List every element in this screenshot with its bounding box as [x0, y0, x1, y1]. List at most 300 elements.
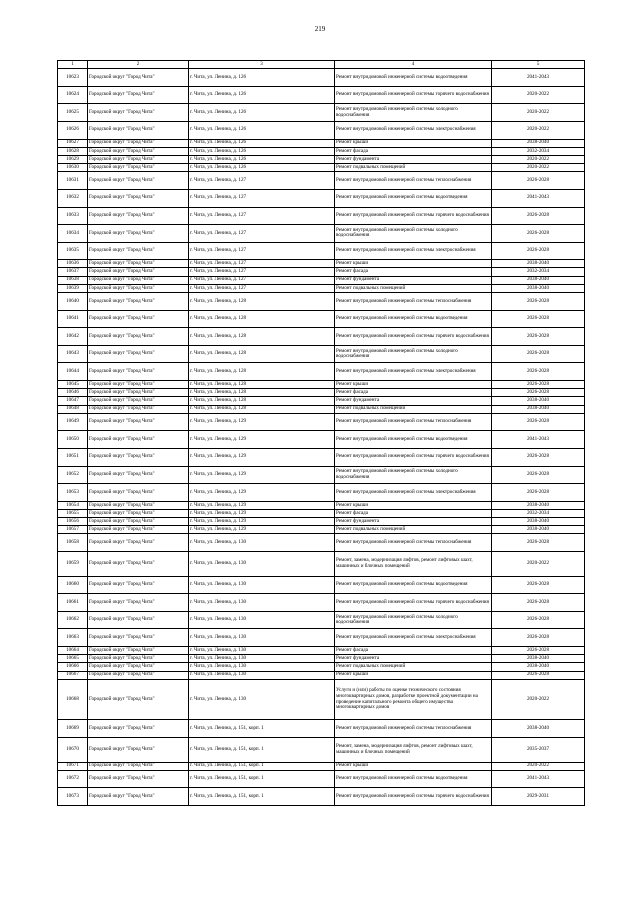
address-cell: г. Чита, ул. Ленина, д. 130 — [189, 647, 335, 655]
municipality-cell: Городской округ "Город Чита" — [88, 268, 189, 276]
period-cell: 2026-2028 — [492, 576, 585, 594]
work-type-cell: Услуги и (или) работы по оценке технического состояния многоквартирных домов, разработке проектной документации на проведение капитального ремонта общего имущества многоквартирных домов — [335, 679, 492, 720]
municipality-cell: Городской округ "Город Чита" — [88, 448, 189, 466]
municipality-cell: Городской округ "Город Чита" — [88, 509, 189, 517]
municipality-cell: Городской округ "Город Чита" — [88, 720, 189, 738]
table-row — [58, 647, 585, 655]
record-number: 10669 — [58, 720, 88, 738]
table-row — [58, 611, 585, 629]
work-type-cell: Ремонт фасада — [335, 147, 492, 155]
repair-schedule-table — [57, 60, 585, 806]
table-row — [58, 788, 585, 806]
column-number: 4 — [335, 61, 492, 69]
work-type-cell: Ремонт фундамента — [335, 655, 492, 663]
record-number: 10662 — [58, 611, 88, 629]
record-number: 10633 — [58, 207, 88, 225]
municipality-cell: Городской округ "Город Чита" — [88, 629, 189, 647]
municipality-cell: Городской округ "Город Чита" — [88, 363, 189, 381]
period-cell: 2026-2028 — [492, 448, 585, 466]
municipality-cell: Городской округ "Город Чита" — [88, 69, 189, 87]
municipality-cell: Городской округ "Город Чита" — [88, 121, 189, 139]
municipality-cell: Городской округ "Город Чита" — [88, 534, 189, 552]
address-cell: г. Чита, ул. Ленина, д. 130 — [189, 663, 335, 671]
period-cell: 2026-2028 — [492, 594, 585, 612]
table-row — [58, 629, 585, 647]
work-type-cell: Ремонт внутридомовой инженерной системы электроснабжения — [335, 629, 492, 647]
work-type-cell: Ремонт подвальных помещений — [335, 405, 492, 413]
work-type-cell: Ремонт фасада — [335, 268, 492, 276]
period-cell: 2041-2043 — [492, 189, 585, 207]
municipality-cell: Городской округ "Город Чита" — [88, 86, 189, 104]
municipality-cell: Городской округ "Город Чита" — [88, 413, 189, 431]
period-cell: 2026-2028 — [492, 484, 585, 502]
table-row — [58, 663, 585, 671]
work-type-cell: Ремонт внутридомовой инженерной системы холодного водоснабжения — [335, 225, 492, 243]
table-row — [58, 655, 585, 663]
table-row — [58, 284, 585, 292]
period-cell: 2020-2022 — [492, 155, 585, 163]
record-number: 10673 — [58, 788, 88, 806]
record-number: 10655 — [58, 509, 88, 517]
municipality-cell: Городской округ "Город Чита" — [88, 788, 189, 806]
record-number: 10627 — [58, 139, 88, 147]
municipality-cell: Городской округ "Город Чита" — [88, 155, 189, 163]
period-cell: 2038-2040 — [492, 720, 585, 738]
table-row — [58, 466, 585, 484]
record-number: 10645 — [58, 381, 88, 389]
table-row — [58, 86, 585, 104]
period-cell: 2026-2028 — [492, 207, 585, 225]
work-type-cell: Ремонт внутридомовой инженерной системы водоотведения — [335, 576, 492, 594]
address-cell: г. Чита, ул. Ленина, д. 130 — [189, 611, 335, 629]
address-cell: г. Чита, ул. Ленина, д. 151, корп. 1 — [189, 720, 335, 738]
table-row — [58, 413, 585, 431]
address-cell: г. Чита, ул. Ленина, д. 129 — [189, 518, 335, 526]
municipality-cell: Городской округ "Город Чита" — [88, 310, 189, 328]
address-cell: г. Чита, ул. Ленина, д. 129 — [189, 413, 335, 431]
address-cell: г. Чита, ул. Ленина, д. 127 — [189, 260, 335, 268]
work-type-cell: Ремонт внутридомовой инженерной системы теплоснабжения — [335, 293, 492, 311]
address-cell: г. Чита, ул. Ленина, д. 126 — [189, 147, 335, 155]
record-number: 10661 — [58, 594, 88, 612]
table-row — [58, 139, 585, 147]
table-body — [58, 61, 585, 806]
work-type-cell: Ремонт подвальных помещений — [335, 164, 492, 172]
municipality-cell: Городской округ "Город Чита" — [88, 671, 189, 679]
record-number: 10650 — [58, 431, 88, 449]
work-type-cell: Ремонт, замена, модернизация лифтов, ремонт лифтовых шахт, машинных и блочных помещений — [335, 552, 492, 577]
period-cell: 2026-2028 — [492, 242, 585, 260]
municipality-cell: Городской округ "Город Чита" — [88, 345, 189, 363]
table-row — [58, 310, 585, 328]
work-type-cell: Ремонт крыши — [335, 139, 492, 147]
record-number: 10651 — [58, 448, 88, 466]
address-cell: г. Чита, ул. Ленина, д. 126 — [189, 86, 335, 104]
municipality-cell: Городской округ "Город Чита" — [88, 164, 189, 172]
record-number: 10671 — [58, 762, 88, 770]
period-cell: 2020-2022 — [492, 121, 585, 139]
record-number: 10628 — [58, 147, 88, 155]
period-cell: 2032-2034 — [492, 509, 585, 517]
table-row — [58, 484, 585, 502]
period-cell: 2026-2028 — [492, 647, 585, 655]
address-cell: г. Чита, ул. Ленина, д. 126 — [189, 121, 335, 139]
address-cell: г. Чита, ул. Ленина, д. 128 — [189, 345, 335, 363]
record-number: 10658 — [58, 534, 88, 552]
record-number: 10623 — [58, 69, 88, 87]
table-row — [58, 260, 585, 268]
period-cell: 2020-2022 — [492, 552, 585, 577]
table-row — [58, 576, 585, 594]
work-type-cell: Ремонт подвальных помещений — [335, 284, 492, 292]
municipality-cell: Городской округ "Город Чита" — [88, 576, 189, 594]
period-cell: 2026-2028 — [492, 413, 585, 431]
period-cell: 2020-2022 — [492, 86, 585, 104]
municipality-cell: Городской округ "Город Чита" — [88, 762, 189, 770]
address-cell: г. Чита, ул. Ленина, д. 127 — [189, 242, 335, 260]
record-number: 10665 — [58, 655, 88, 663]
address-cell: г. Чита, ул. Ленина, д. 126 — [189, 139, 335, 147]
period-cell: 2026-2028 — [492, 363, 585, 381]
table-row — [58, 405, 585, 413]
work-type-cell: Ремонт внутридомовой инженерной системы горячего водоснабжения — [335, 207, 492, 225]
period-cell: 2020-2022 — [492, 104, 585, 122]
period-cell: 2026-2028 — [492, 611, 585, 629]
table-row — [58, 147, 585, 155]
work-type-cell: Ремонт, замена, модернизация лифтов, ремонт лифтовых шахт, машинных и блочных помещений — [335, 737, 492, 762]
municipality-cell: Городской округ "Город Чита" — [88, 139, 189, 147]
municipality-cell: Городской округ "Город Чита" — [88, 397, 189, 405]
period-cell: 2026-2028 — [492, 225, 585, 243]
address-cell: г. Чита, ул. Ленина, д. 151, корп. 1 — [189, 770, 335, 788]
period-cell: 2041-2043 — [492, 770, 585, 788]
record-number: 10636 — [58, 260, 88, 268]
municipality-cell: Городской округ "Город Чита" — [88, 647, 189, 655]
record-number: 10653 — [58, 484, 88, 502]
work-type-cell: Ремонт подвальных помещений — [335, 663, 492, 671]
table-row — [58, 69, 585, 87]
table-row — [58, 397, 585, 405]
table-row — [58, 448, 585, 466]
period-cell: 2038-2040 — [492, 284, 585, 292]
record-number: 10640 — [58, 293, 88, 311]
period-cell: 2020-2022 — [492, 679, 585, 720]
table-row — [58, 189, 585, 207]
table-row — [58, 518, 585, 526]
municipality-cell: Городской округ "Город Чита" — [88, 260, 189, 268]
address-cell: г. Чита, ул. Ленина, д. 130 — [189, 534, 335, 552]
record-number: 10666 — [58, 663, 88, 671]
table-row — [58, 225, 585, 243]
table-row — [58, 770, 585, 788]
work-type-cell: Ремонт крыши — [335, 762, 492, 770]
address-cell: г. Чита, ул. Ленина, д. 151, корп. 1 — [189, 762, 335, 770]
work-type-cell: Ремонт фасада — [335, 647, 492, 655]
municipality-cell: Городской округ "Город Чита" — [88, 147, 189, 155]
address-cell: г. Чита, ул. Ленина, д. 128 — [189, 397, 335, 405]
record-number: 10664 — [58, 647, 88, 655]
address-cell: г. Чита, ул. Ленина, д. 129 — [189, 448, 335, 466]
municipality-cell: Городской округ "Город Чита" — [88, 679, 189, 720]
period-cell: 2026-2028 — [492, 466, 585, 484]
address-cell: г. Чита, ул. Ленина, д. 129 — [189, 501, 335, 509]
address-cell: г. Чита, ул. Ленина, д. 127 — [189, 172, 335, 190]
work-type-cell: Ремонт внутридомовой инженерной системы горячего водоснабжения — [335, 448, 492, 466]
table-row — [58, 431, 585, 449]
record-number: 10634 — [58, 225, 88, 243]
table-row — [58, 268, 585, 276]
municipality-cell: Городской округ "Город Чита" — [88, 501, 189, 509]
work-type-cell: Ремонт внутридомовой инженерной системы холодного водоснабжения — [335, 104, 492, 122]
period-cell: 2038-2040 — [492, 276, 585, 284]
page-number: 219 — [314, 25, 326, 33]
record-number: 10646 — [58, 389, 88, 397]
column-number: 1 — [58, 61, 88, 69]
table-row — [58, 172, 585, 190]
column-number: 3 — [189, 61, 335, 69]
municipality-cell: Городской округ "Город Чита" — [88, 381, 189, 389]
municipality-cell: Городской округ "Город Чита" — [88, 611, 189, 629]
table-row — [58, 345, 585, 363]
work-type-cell: Ремонт внутридомовой инженерной системы водоотведения — [335, 310, 492, 328]
table-row — [58, 381, 585, 389]
period-cell: 2038-2040 — [492, 139, 585, 147]
address-cell: г. Чита, ул. Ленина, д. 130 — [189, 594, 335, 612]
municipality-cell: Городской округ "Город Чита" — [88, 328, 189, 346]
record-number: 10672 — [58, 770, 88, 788]
work-type-cell: Ремонт внутридомовой инженерной системы горячего водоснабжения — [335, 328, 492, 346]
municipality-cell: Городской округ "Город Чита" — [88, 484, 189, 502]
work-type-cell: Ремонт крыши — [335, 501, 492, 509]
work-type-cell: Ремонт внутридомовой инженерной системы теплоснабжения — [335, 413, 492, 431]
address-cell: г. Чита, ул. Ленина, д. 129 — [189, 509, 335, 517]
period-cell: 2041-2043 — [492, 69, 585, 87]
table-row — [58, 594, 585, 612]
table-row — [58, 720, 585, 738]
table-row — [58, 671, 585, 679]
table-row — [58, 276, 585, 284]
work-type-cell: Ремонт крыши — [335, 260, 492, 268]
work-type-cell: Ремонт внутридомовой инженерной системы холодного водоснабжения — [335, 466, 492, 484]
record-number: 10642 — [58, 328, 88, 346]
record-number: 10637 — [58, 268, 88, 276]
period-cell: 2038-2040 — [492, 526, 585, 534]
address-cell: г. Чита, ул. Ленина, д. 151, корп. 1 — [189, 788, 335, 806]
record-number: 10668 — [58, 679, 88, 720]
work-type-cell: Ремонт фундамента — [335, 397, 492, 405]
record-number: 10626 — [58, 121, 88, 139]
work-type-cell: Ремонт внутридомовой инженерной системы водоотведения — [335, 189, 492, 207]
period-cell: 2020-2022 — [492, 164, 585, 172]
address-cell: г. Чита, ул. Ленина, д. 126 — [189, 104, 335, 122]
table-row — [58, 762, 585, 770]
period-cell: 2026-2028 — [492, 629, 585, 647]
address-cell: г. Чита, ул. Ленина, д. 128 — [189, 310, 335, 328]
record-number: 10630 — [58, 164, 88, 172]
work-type-cell: Ремонт внутридомовой инженерной системы электроснабжения — [335, 121, 492, 139]
municipality-cell: Городской округ "Город Чита" — [88, 663, 189, 671]
period-cell: 2038-2040 — [492, 397, 585, 405]
period-cell: 2038-2040 — [492, 501, 585, 509]
period-cell: 2026-2028 — [492, 389, 585, 397]
address-cell: г. Чита, ул. Ленина, д. 128 — [189, 363, 335, 381]
address-cell: г. Чита, ул. Ленина, д. 130 — [189, 629, 335, 647]
work-type-cell: Ремонт крыши — [335, 671, 492, 679]
table-row — [58, 534, 585, 552]
work-type-cell: Ремонт внутридомовой инженерной системы водоотведения — [335, 431, 492, 449]
period-cell: 2026-2028 — [492, 534, 585, 552]
period-cell: 2026-2028 — [492, 345, 585, 363]
period-cell: 2032-2034 — [492, 147, 585, 155]
address-cell: г. Чита, ул. Ленина, д. 130 — [189, 671, 335, 679]
municipality-cell: Городской округ "Город Чита" — [88, 518, 189, 526]
address-cell: г. Чита, ул. Ленина, д. 127 — [189, 284, 335, 292]
municipality-cell: Городской округ "Город Чита" — [88, 405, 189, 413]
record-number: 10649 — [58, 413, 88, 431]
address-cell: г. Чита, ул. Ленина, д. 128 — [189, 389, 335, 397]
record-number: 10670 — [58, 737, 88, 762]
address-cell: г. Чита, ул. Ленина, д. 129 — [189, 466, 335, 484]
period-cell: 2026-2028 — [492, 671, 585, 679]
address-cell: г. Чита, ул. Ленина, д. 128 — [189, 328, 335, 346]
address-cell: г. Чита, ул. Ленина, д. 130 — [189, 552, 335, 577]
period-cell: 2026-2028 — [492, 172, 585, 190]
record-number: 10625 — [58, 104, 88, 122]
municipality-cell: Городской округ "Город Чита" — [88, 594, 189, 612]
address-cell: г. Чита, ул. Ленина, д. 127 — [189, 268, 335, 276]
address-cell: г. Чита, ул. Ленина, д. 128 — [189, 381, 335, 389]
municipality-cell: Городской округ "Город Чита" — [88, 172, 189, 190]
record-number: 10638 — [58, 276, 88, 284]
record-number: 10647 — [58, 397, 88, 405]
work-type-cell: Ремонт фасада — [335, 509, 492, 517]
address-cell: г. Чита, ул. Ленина, д. 127 — [189, 207, 335, 225]
record-number: 10629 — [58, 155, 88, 163]
address-cell: г. Чита, ул. Ленина, д. 129 — [189, 526, 335, 534]
municipality-cell: Городской округ "Город Чита" — [88, 276, 189, 284]
municipality-cell: Городской округ "Город Чита" — [88, 526, 189, 534]
address-cell: г. Чита, ул. Ленина, д. 126 — [189, 155, 335, 163]
address-cell: г. Чита, ул. Ленина, д. 130 — [189, 679, 335, 720]
record-number: 10624 — [58, 86, 88, 104]
address-cell: г. Чита, ул. Ленина, д. 130 — [189, 576, 335, 594]
table-row — [58, 552, 585, 577]
work-type-cell: Ремонт внутридомовой инженерной системы электроснабжения — [335, 363, 492, 381]
address-cell: г. Чита, ул. Ленина, д. 130 — [189, 655, 335, 663]
record-number: 10667 — [58, 671, 88, 679]
period-cell: 2029-2031 — [492, 788, 585, 806]
period-cell: 2038-2040 — [492, 405, 585, 413]
municipality-cell: Городской округ "Город Чита" — [88, 104, 189, 122]
record-number: 10643 — [58, 345, 88, 363]
table-row — [58, 242, 585, 260]
municipality-cell: Городской округ "Город Чита" — [88, 284, 189, 292]
work-type-cell: Ремонт фасада — [335, 389, 492, 397]
address-cell: г. Чита, ул. Ленина, д. 129 — [189, 431, 335, 449]
work-type-cell: Ремонт внутридомовой инженерной системы горячего водоснабжения — [335, 788, 492, 806]
work-type-cell: Ремонт фундамента — [335, 518, 492, 526]
record-number: 10657 — [58, 526, 88, 534]
work-type-cell: Ремонт внутридомовой инженерной системы холодного водоснабжения — [335, 611, 492, 629]
address-cell: г. Чита, ул. Ленина, д. 151, корп. 1 — [189, 737, 335, 762]
period-cell: 2020-2022 — [492, 762, 585, 770]
table-row — [58, 737, 585, 762]
municipality-cell: Городской округ "Город Чита" — [88, 552, 189, 577]
record-number: 10639 — [58, 284, 88, 292]
record-number: 10648 — [58, 405, 88, 413]
municipality-cell: Городской округ "Город Чита" — [88, 225, 189, 243]
table-row — [58, 328, 585, 346]
period-cell: 2038-2040 — [492, 518, 585, 526]
table-row — [58, 104, 585, 122]
work-type-cell: Ремонт внутридомовой инженерной системы электроснабжения — [335, 484, 492, 502]
record-number: 10644 — [58, 363, 88, 381]
address-cell: г. Чита, ул. Ленина, д. 126 — [189, 69, 335, 87]
work-type-cell: Ремонт внутридомовой инженерной системы теплоснабжения — [335, 172, 492, 190]
period-cell: 2026-2028 — [492, 310, 585, 328]
work-type-cell: Ремонт внутридомовой инженерной системы горячего водоснабжения — [335, 86, 492, 104]
record-number: 10631 — [58, 172, 88, 190]
table-row — [58, 679, 585, 720]
record-number: 10663 — [58, 629, 88, 647]
record-number: 10652 — [58, 466, 88, 484]
table-row — [58, 155, 585, 163]
work-type-cell: Ремонт внутридомовой инженерной системы горячего водоснабжения — [335, 594, 492, 612]
record-number: 10641 — [58, 310, 88, 328]
municipality-cell: Городской округ "Город Чита" — [88, 431, 189, 449]
municipality-cell: Городской округ "Город Чита" — [88, 389, 189, 397]
period-cell: 2026-2028 — [492, 328, 585, 346]
work-type-cell: Ремонт крыши — [335, 381, 492, 389]
period-cell: 2038-2040 — [492, 655, 585, 663]
column-number: 2 — [88, 61, 189, 69]
table-row — [58, 526, 585, 534]
address-cell: г. Чита, ул. Ленина, д. 127 — [189, 225, 335, 243]
work-type-cell: Ремонт внутридомовой инженерной системы теплоснабжения — [335, 534, 492, 552]
municipality-cell: Городской округ "Город Чита" — [88, 466, 189, 484]
period-cell: 2035-2037 — [492, 737, 585, 762]
column-number: 5 — [492, 61, 585, 69]
column-number-row — [58, 61, 585, 69]
municipality-cell: Городской округ "Город Чита" — [88, 242, 189, 260]
table-row — [58, 363, 585, 381]
address-cell: г. Чита, ул. Ленина, д. 126 — [189, 164, 335, 172]
table-row — [58, 509, 585, 517]
address-cell: г. Чита, ул. Ленина, д. 127 — [189, 276, 335, 284]
work-type-cell: Ремонт подвальных помещений — [335, 526, 492, 534]
record-number: 10659 — [58, 552, 88, 577]
municipality-cell: Городской округ "Город Чита" — [88, 770, 189, 788]
work-type-cell: Ремонт фундамента — [335, 155, 492, 163]
municipality-cell: Городской округ "Город Чита" — [88, 655, 189, 663]
table-row — [58, 207, 585, 225]
table-row — [58, 501, 585, 509]
record-number: 10632 — [58, 189, 88, 207]
work-type-cell: Ремонт внутридомовой инженерной системы теплоснабжения — [335, 720, 492, 738]
period-cell: 2032-2034 — [492, 268, 585, 276]
record-number: 10656 — [58, 518, 88, 526]
period-cell: 2026-2028 — [492, 381, 585, 389]
work-type-cell: Ремонт внутридомовой инженерной системы холодного водоснабжения — [335, 345, 492, 363]
work-type-cell: Ремонт внутридомовой инженерной системы электроснабжения — [335, 242, 492, 260]
address-cell: г. Чита, ул. Ленина, д. 129 — [189, 484, 335, 502]
municipality-cell: Городской округ "Город Чита" — [88, 207, 189, 225]
record-number: 10654 — [58, 501, 88, 509]
address-cell: г. Чита, ул. Ленина, д. 128 — [189, 405, 335, 413]
table-row — [58, 121, 585, 139]
period-cell: 2038-2040 — [492, 260, 585, 268]
period-cell: 2038-2040 — [492, 663, 585, 671]
